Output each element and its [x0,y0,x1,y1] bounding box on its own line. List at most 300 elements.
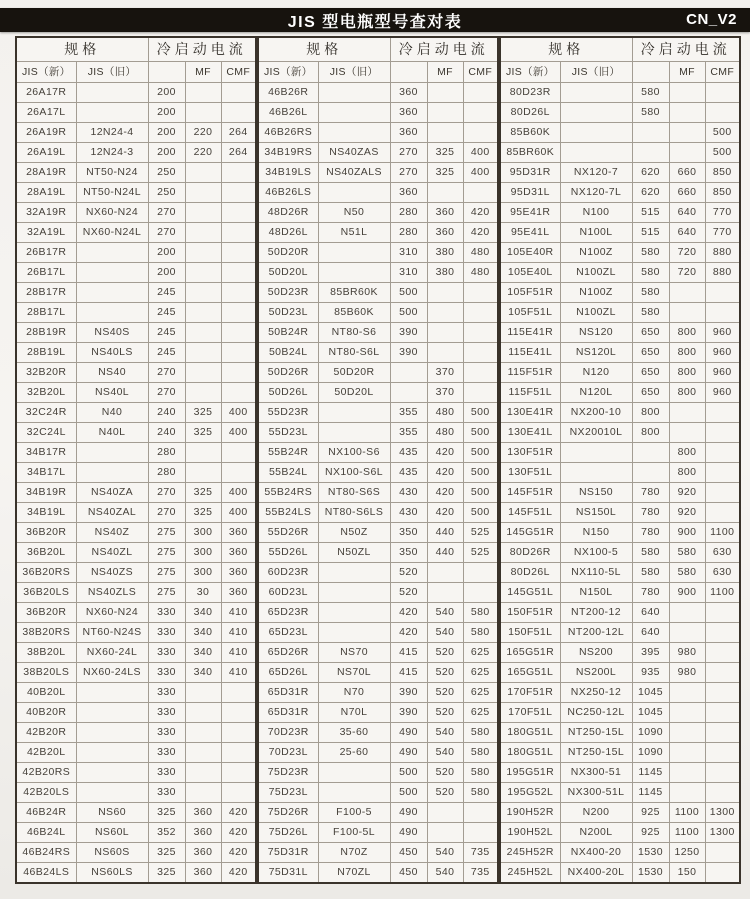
cold-current-cell: 200 [148,103,185,123]
table-row [258,743,498,763]
jis-new-cell: 115F51R [500,363,560,383]
jis-old-cell [76,783,148,803]
mf-cell: 360 [427,203,463,223]
jis-new-cell: 245H52R [500,843,560,863]
spec-header: 规格 [258,37,390,62]
jis-old-cell: NS40ZA [76,483,148,503]
jis-new-cell: 50B24R [258,323,318,343]
table-row [16,583,256,603]
cmf-cell: 480 [463,263,498,283]
cold-current-cell: 390 [390,703,427,723]
jis-new-cell: 65D31R [258,703,318,723]
table-row [258,363,498,383]
cold-current-cell: 620 [632,183,669,203]
mf-cell [427,283,463,303]
cmf-cell: 420 [463,203,498,223]
table-row [258,163,498,183]
jis-old-cell: NT80-S6 [318,323,390,343]
jis-old-cell: N100Z [560,243,632,263]
jis-old-cell: N40 [76,403,148,423]
table-row [500,203,740,223]
mf-cell: 540 [427,863,463,884]
mf-cell: 520 [427,703,463,723]
jis-new-cell: 70D23L [258,743,318,763]
mf-header: MF [427,62,463,83]
jis-old-cell: 85BR60K [318,283,390,303]
mf-cell [669,283,705,303]
mf-cell [427,563,463,583]
jis-new-cell: 65D26R [258,643,318,663]
mf-cell: 325 [185,483,221,503]
jis-new-cell: 42B20LS [16,783,76,803]
jis-new-cell: 36B20RS [16,563,76,583]
table-row [500,863,740,884]
jis-new-cell: 38B20LS [16,663,76,683]
table-row [16,763,256,783]
jis-new-cell: 26A19R [16,123,76,143]
jis-new-cell: 28B17R [16,283,76,303]
mf-cell [185,263,221,283]
jis-new-cell: 60D23R [258,563,318,583]
mf-cell [669,123,705,143]
cmf-cell [221,703,256,723]
jis-old-cell [76,303,148,323]
cmf-cell: 630 [705,563,740,583]
cmf-cell: 400 [221,483,256,503]
table-row [258,503,498,523]
mf-cell [185,103,221,123]
cmf-cell [705,743,740,763]
cmf-cell: 735 [463,843,498,863]
jis-new-cell: 34B19L [16,503,76,523]
cold-current-cell: 355 [390,423,427,443]
table-row [500,643,740,663]
cmf-cell [705,703,740,723]
jis-old-cell: NX60-N24 [76,203,148,223]
jis-old-cell: NX400-20L [560,863,632,884]
jis-old-cell: N50Z [318,523,390,543]
jis-old-cell: N100L [560,223,632,243]
mf-cell: 900 [669,523,705,543]
jis-new-cell: 170F51L [500,703,560,723]
jis-new-cell: 145G51L [500,583,560,603]
jis-old-cell: NS40ZLS [76,583,148,603]
table-row [258,443,498,463]
jis-new-cell: 36B20R [16,523,76,543]
jis-new-cell: 75D31L [258,863,318,884]
cmf-cell: 580 [463,723,498,743]
cmf-cell [221,343,256,363]
jis-old-cell: NS40LS [76,343,148,363]
cmf-cell [463,343,498,363]
jis-old-cell: N70Z [318,843,390,863]
jis-new-cell: 105F51R [500,283,560,303]
cold-current-cell: 435 [390,463,427,483]
jis-new-cell: 46B24L [16,823,76,843]
table-row [258,183,498,203]
jis-new-cell: 34B17R [16,443,76,463]
jis-new-cell: 32A19R [16,203,76,223]
mf-cell [185,203,221,223]
cmf-cell [221,263,256,283]
cold-current-cell: 925 [632,823,669,843]
cold-current-cell: 330 [148,663,185,683]
jis-new-cell: 34B19LS [258,163,318,183]
jis-old-cell [318,623,390,643]
table-row [500,703,740,723]
jis-new-cell: 75D31R [258,843,318,863]
jis-old-cell: NS60L [76,823,148,843]
jis-new-cell: 85B60K [500,123,560,143]
table-row [16,803,256,823]
jis-old-cell: N100ZL [560,303,632,323]
jis-new-cell: 42B20R [16,723,76,743]
jis-old-cell: NS150 [560,483,632,503]
jis-old-cell: F100-5L [318,823,390,843]
mf-cell: 800 [669,463,705,483]
jis-new-cell: 115E41R [500,323,560,343]
jis-old-cell: NS40L [76,383,148,403]
jis-new-cell: 170F51R [500,683,560,703]
table-row [258,563,498,583]
mf-cell: 370 [427,383,463,403]
mf-cell [185,383,221,403]
jis-old-cell: N50 [318,203,390,223]
cold-current-cell: 200 [148,263,185,283]
jis-old-cell: NX20010L [560,423,632,443]
table-row [258,123,498,143]
table-row [16,223,256,243]
cmf-cell: 625 [463,683,498,703]
cold-current-cell: 275 [148,583,185,603]
cold-current-cell: 1530 [632,863,669,884]
jis-new-cell: 50D23R [258,283,318,303]
cmf-cell [221,103,256,123]
cold-current-cell: 620 [632,163,669,183]
jis-new-cell: 32B20R [16,363,76,383]
table-row [258,683,498,703]
jis-old-cell: NS60LS [76,863,148,884]
mf-cell [669,403,705,423]
cmf-cell [705,783,740,803]
cmf-cell [463,123,498,143]
jis-new-cell: 26B17L [16,263,76,283]
cold-current-cell: 270 [148,223,185,243]
cold-current-cell: 580 [632,543,669,563]
jis-new-cell: 65D23R [258,603,318,623]
mf-cell: 980 [669,643,705,663]
mf-cell [669,83,705,103]
cmf-cell: 960 [705,363,740,383]
jis-new-cell: 50D26L [258,383,318,403]
jis-old-cell: NX60-N24L [76,223,148,243]
cold-current-cell: 415 [390,663,427,683]
jis-new-cell: 95E41R [500,203,560,223]
mf-cell [669,143,705,163]
table-row [16,663,256,683]
table-row [500,583,740,603]
table-row [500,403,740,423]
jis-old-cell [76,763,148,783]
jis-new-cell: 40B20L [16,683,76,703]
mf-cell: 660 [669,163,705,183]
table-row [16,363,256,383]
jis-old-cell [318,83,390,103]
cmf-cell: 420 [221,803,256,823]
jis-new-cell: 105E40L [500,263,560,283]
version-label: CN_V2 [686,11,737,28]
cmf-cell: 525 [463,523,498,543]
cold-current-cell: 515 [632,203,669,223]
cold-current-cell: 330 [148,763,185,783]
cmf-cell [221,323,256,343]
jis-new-header: JIS（新） [16,62,76,83]
mf-cell: 325 [185,503,221,523]
cmf-cell [463,103,498,123]
mf-cell: 800 [669,443,705,463]
jis-old-header: JIS（旧） [318,62,390,83]
table-row [500,83,740,103]
mf-cell: 480 [427,403,463,423]
cold-current-cell: 330 [148,643,185,663]
table-row [16,383,256,403]
cmf-cell [705,683,740,703]
table-row [500,803,740,823]
table-groups [15,36,735,884]
cold-current-header: 冷启动电流 [148,37,256,62]
cmf-cell: 400 [463,143,498,163]
table-row [258,303,498,323]
table-row [258,483,498,503]
cmf-cell [463,803,498,823]
cold-current-cell: 330 [148,723,185,743]
cmf-cell: 410 [221,643,256,663]
cmf-cell [463,363,498,383]
mf-cell: 540 [427,743,463,763]
mf-cell [669,623,705,643]
mf-cell [185,183,221,203]
jis-new-cell: 55D23R [258,403,318,423]
jis-new-cell: 50D26R [258,363,318,383]
cold-current-cell: 500 [390,783,427,803]
cold-current-cell: 490 [390,803,427,823]
cold-current-cell: 935 [632,663,669,683]
cmf-cell [705,403,740,423]
jis-new-cell: 28B19R [16,323,76,343]
table-row [500,843,740,863]
cold-current-cell: 640 [632,623,669,643]
jis-old-cell: NS200 [560,643,632,663]
cmf-cell: 360 [221,543,256,563]
cold-current-header: 冷启动电流 [390,37,498,62]
table-row [258,83,498,103]
jis-new-cell: 75D26L [258,823,318,843]
cmf-cell [705,303,740,323]
jis-old-cell: NX100-S6L [318,463,390,483]
mf-cell [669,703,705,723]
jis-new-cell: 55D26L [258,543,318,563]
jis-new-cell: 48D26L [258,223,318,243]
table-row [258,783,498,803]
jis-old-cell [76,243,148,263]
jis-old-cell [318,423,390,443]
jis-new-cell: 130E41L [500,423,560,443]
cmf-cell [705,443,740,463]
cold-current-cell: 640 [632,603,669,623]
cold-current-cell: 350 [390,543,427,563]
jis-new-cell: 85BR60K [500,143,560,163]
cold-current-cell: 490 [390,823,427,843]
cold-current-cell: 275 [148,523,185,543]
mf-cell: 440 [427,543,463,563]
battery-table-group-3 [499,36,741,884]
mf-cell: 520 [427,783,463,803]
jis-old-cell [76,683,148,703]
cmf-cell: 850 [705,163,740,183]
jis-old-cell: NT80-S6L [318,343,390,363]
table-row [16,263,256,283]
title-bar [0,8,750,32]
mf-cell: 340 [185,603,221,623]
cmf-cell: 1100 [705,583,740,603]
cmf-cell: 625 [463,643,498,663]
mf-cell [185,743,221,763]
mf-cell [185,83,221,103]
cmf-cell: 850 [705,183,740,203]
table-row [258,383,498,403]
jis-new-cell: 145F51R [500,483,560,503]
cmf-cell [463,383,498,403]
mf-cell: 520 [427,763,463,783]
cold-current-cell: 650 [632,323,669,343]
jis-old-cell: NX400-20 [560,843,632,863]
table-row [500,323,740,343]
table-row [16,623,256,643]
jis-old-cell: NX300-51L [560,783,632,803]
table-row [16,643,256,663]
mf-cell [185,303,221,323]
cold-current-cell: 270 [148,203,185,223]
mf-cell: 150 [669,863,705,884]
jis-new-cell: 80D26R [500,543,560,563]
mf-cell: 660 [669,183,705,203]
mf-cell [185,703,221,723]
mf-cell [669,103,705,123]
jis-old-cell: NX120-7 [560,163,632,183]
cmf-cell [705,503,740,523]
jis-new-cell: 190H52L [500,823,560,843]
cold-current-cell [632,443,669,463]
table-row [500,763,740,783]
jis-new-cell: 165G51R [500,643,560,663]
jis-new-cell: 38B20RS [16,623,76,643]
jis-old-cell: NS40ZALS [318,163,390,183]
mf-cell: 220 [185,143,221,163]
mf-cell: 360 [185,803,221,823]
table-row [258,143,498,163]
blank-header [148,62,185,83]
jis-old-cell [318,263,390,283]
table-row [16,343,256,363]
table-row [16,683,256,703]
mf-cell [427,343,463,363]
cold-current-cell: 420 [390,623,427,643]
jis-new-cell: 95D31L [500,183,560,203]
mf-cell [185,343,221,363]
jis-new-cell: 75D23L [258,783,318,803]
cold-current-cell: 330 [148,683,185,703]
jis-old-cell: 35-60 [318,723,390,743]
table-row [258,283,498,303]
mf-cell: 720 [669,263,705,283]
jis-new-cell: 28A19L [16,183,76,203]
cmf-cell: 410 [221,623,256,643]
cold-current-cell: 350 [390,523,427,543]
cmf-cell [221,243,256,263]
jis-old-cell [76,743,148,763]
cmf-cell [221,683,256,703]
jis-new-cell: 46B24LS [16,863,76,884]
cold-current-cell [632,123,669,143]
cmf-cell: 770 [705,223,740,243]
table-row [258,423,498,443]
table-row [16,483,256,503]
mf-cell [669,423,705,443]
cmf-cell [463,823,498,843]
jis-new-cell: 28A19R [16,163,76,183]
jis-old-cell: NT250-15L [560,723,632,743]
cmf-cell [221,443,256,463]
table-row [16,303,256,323]
jis-old-cell [318,763,390,783]
cold-current-cell: 330 [148,783,185,803]
cold-current-cell: 435 [390,443,427,463]
jis-new-cell: 245H52L [500,863,560,884]
cmf-cell: 500 [463,423,498,443]
jis-new-cell: 26B17R [16,243,76,263]
jis-new-cell: 190H52R [500,803,560,823]
mf-cell: 325 [185,423,221,443]
table-row [500,543,740,563]
jis-new-cell: 65D23L [258,623,318,643]
cmf-cell: 480 [463,243,498,263]
cmf-cell [221,743,256,763]
cold-current-cell: 780 [632,583,669,603]
table-row [258,663,498,683]
cold-current-cell: 280 [148,463,185,483]
jis-new-cell: 70D23R [258,723,318,743]
table-row [16,863,256,884]
jis-new-cell: 42B20L [16,743,76,763]
jis-new-cell: 55B24RS [258,483,318,503]
cmf-cell: 420 [221,843,256,863]
cmf-cell: 400 [221,503,256,523]
jis-new-cell: 36B20L [16,543,76,563]
cmf-cell [221,763,256,783]
cmf-cell: 960 [705,343,740,363]
jis-old-cell [318,123,390,143]
table-row [258,623,498,643]
table-row [500,283,740,303]
jis-old-cell: N120L [560,383,632,403]
jis-new-cell: 130F51L [500,463,560,483]
table-row [16,83,256,103]
cold-current-cell: 250 [148,183,185,203]
cold-current-cell: 1090 [632,723,669,743]
jis-old-cell: 25-60 [318,743,390,763]
jis-new-cell: 95E41L [500,223,560,243]
table-row [500,423,740,443]
